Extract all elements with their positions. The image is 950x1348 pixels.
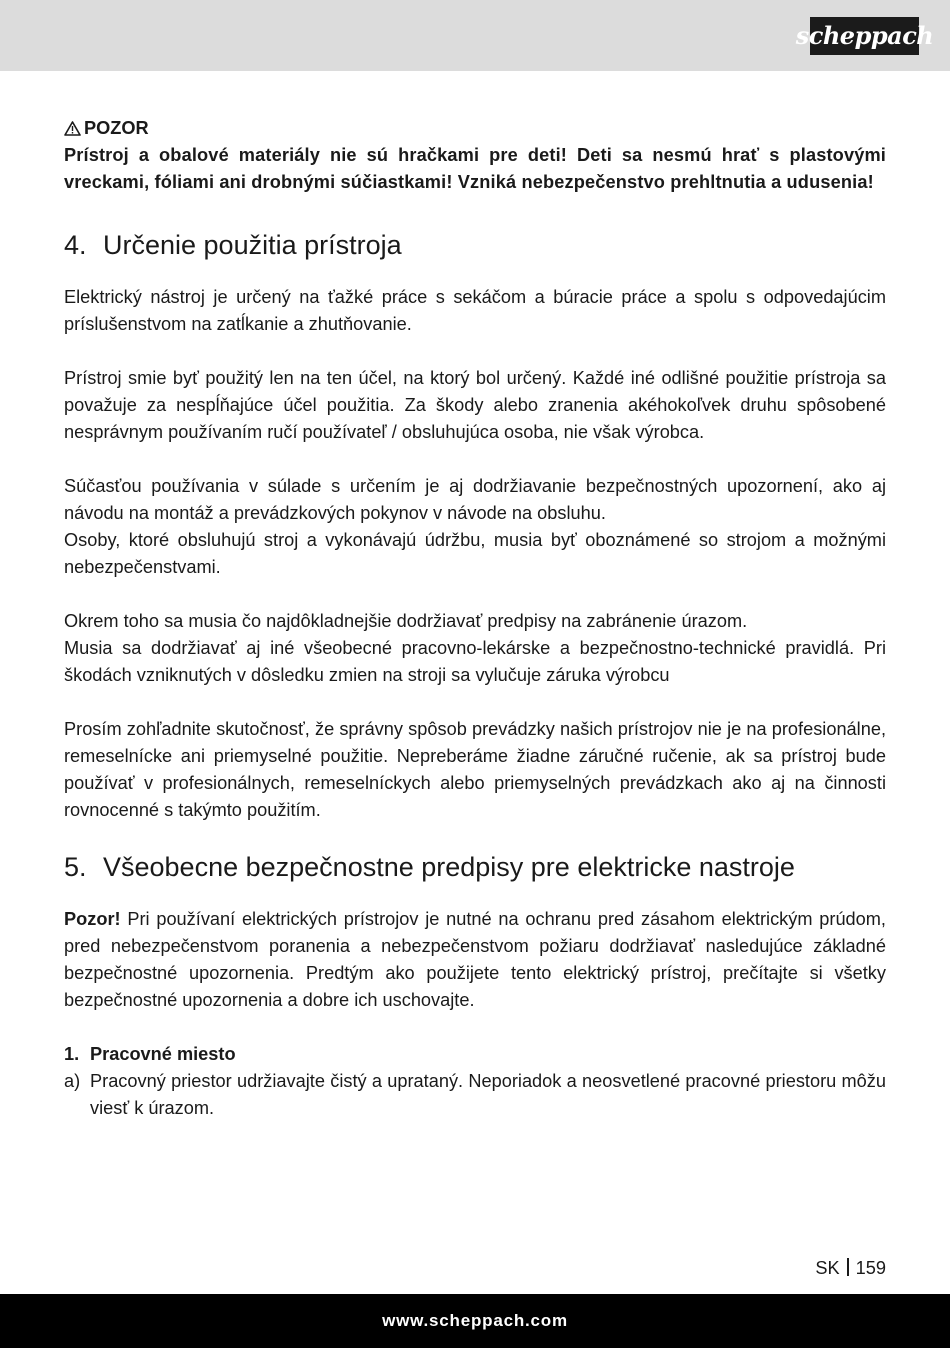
page-number [815, 1255, 886, 1282]
section-4-paragraph-3b: Osoby, ktoré obsluhujú stroj a vykonávajú údržbu, musia byť oboznámené so strojom a možnými nebezpečenstvami. [64, 530, 886, 577]
section-5-heading [64, 850, 886, 884]
list-item-marker: a) [64, 1071, 81, 1091]
section-4-paragraph-5: Prosím zohľadnite skutočnosť, že správny spôsob prevádzky našich prístrojov nie je na profesionálne, remeselnícke ani priemyselné použitie. Nepreberáme žiadne záručné ručenie, ak sa prístroj bude používať v profesionálnych, remeselníckych alebo priemyselných prevádzkach ako aj na činnosti rovnocenné s takýmto použitím. [64, 719, 886, 820]
warning-title: POZOR [84, 118, 149, 138]
section-5-title: Všeobecne bezpečnostne predpisy pre elektricke nastroje [103, 852, 795, 882]
logo-text: scheppach [795, 21, 934, 50]
subsection-title: Pracovné miesto [90, 1044, 236, 1064]
section-5-intro-bold: Pozor! [64, 909, 121, 929]
footer-bar [0, 1294, 950, 1348]
page-content [64, 115, 886, 1122]
section-4-heading [64, 228, 886, 262]
page-number-value: 159 [855, 1258, 886, 1278]
section-5-number: 5. [64, 852, 87, 882]
section-4-paragraph-1: Elektrický nástroj je určený na ťažké práce s sekáčom a búracie práce a spolu s odpovedajúcim príslušenstvom na zatĺkanie a zhutňovanie. [64, 287, 886, 334]
section-4-paragraph-4a: Okrem toho sa musia čo najdôkladnejšie dodržiavať predpisy na zabránenie úrazom. [64, 611, 748, 631]
warning-heading [64, 115, 886, 142]
subsection-number: 1. [64, 1044, 80, 1064]
header-bar [0, 0, 950, 71]
brand-logo [795, 17, 934, 55]
page-number-divider [847, 1258, 849, 1276]
section-4-paragraph-2: Prístroj smie byť použitý len na ten účel, na ktorý bol určený. Každé iné odlišné použitie prístroja sa považuje za nespĺňajúce účel použitia. Za škody alebo zranenia akéhokoľvek druhu spôsobené nesprávnym používaním ručí používateľ / obsluhujúca osoba, nie však výrobca. [64, 368, 886, 442]
list-item-text: Pracovný priestor udržiavajte čistý a uprataný. Neporiadok a neosvetlené pracovné priestoru môžu viesť k úrazom. [90, 1071, 886, 1118]
footer-url: www.scheppach.com [382, 1311, 568, 1330]
subsection-heading [64, 1041, 886, 1068]
warning-triangle-icon [64, 121, 84, 136]
page-language: SK [815, 1258, 840, 1278]
warning-text: Prístroj a obalové materiály nie sú hračkami pre deti! Deti sa nesmú hrať s plastovými vreckami, fóliami ani drobnými súčiastkami! Vzniká nebezpečenstvo prehltnutia a udusenia! [64, 145, 886, 192]
list-item [64, 1068, 886, 1122]
section-5-intro-text: Pri používaní elektrických prístrojov je nutné na ochranu pred zásahom elektrickým prúdom, pred nebezpečenstvom poranenia a nebezpečenstvom požiaru dodržiavať nasledujúce základné bezpečnostné upozornenia. Predtým ako použijete tento elektrický prístroj, prečítajte si všetky bezpečnostné upozornenia a dobre ich uschovajte. [64, 909, 886, 1010]
section-4-paragraph-3a: Súčasťou používania v súlade s určením je aj dodržiavanie bezpečnostných upozornení, ako aj návodu na montáž a prevádzkových pokynov v návode na obsluhu. [64, 476, 886, 523]
section-4-number: 4. [64, 230, 87, 260]
section-4-paragraph-4b: Musia sa dodržiavať aj iné všeobecné pracovno-lekárske a bezpečnostno-technické pravidlá. Pri škodách vzniknutých v dôsledku zmien na stroji sa vylučuje záruka výrobcu [64, 638, 886, 685]
section-5-intro [64, 906, 886, 1014]
section-4-title: Určenie použitia prístroja [103, 230, 402, 260]
